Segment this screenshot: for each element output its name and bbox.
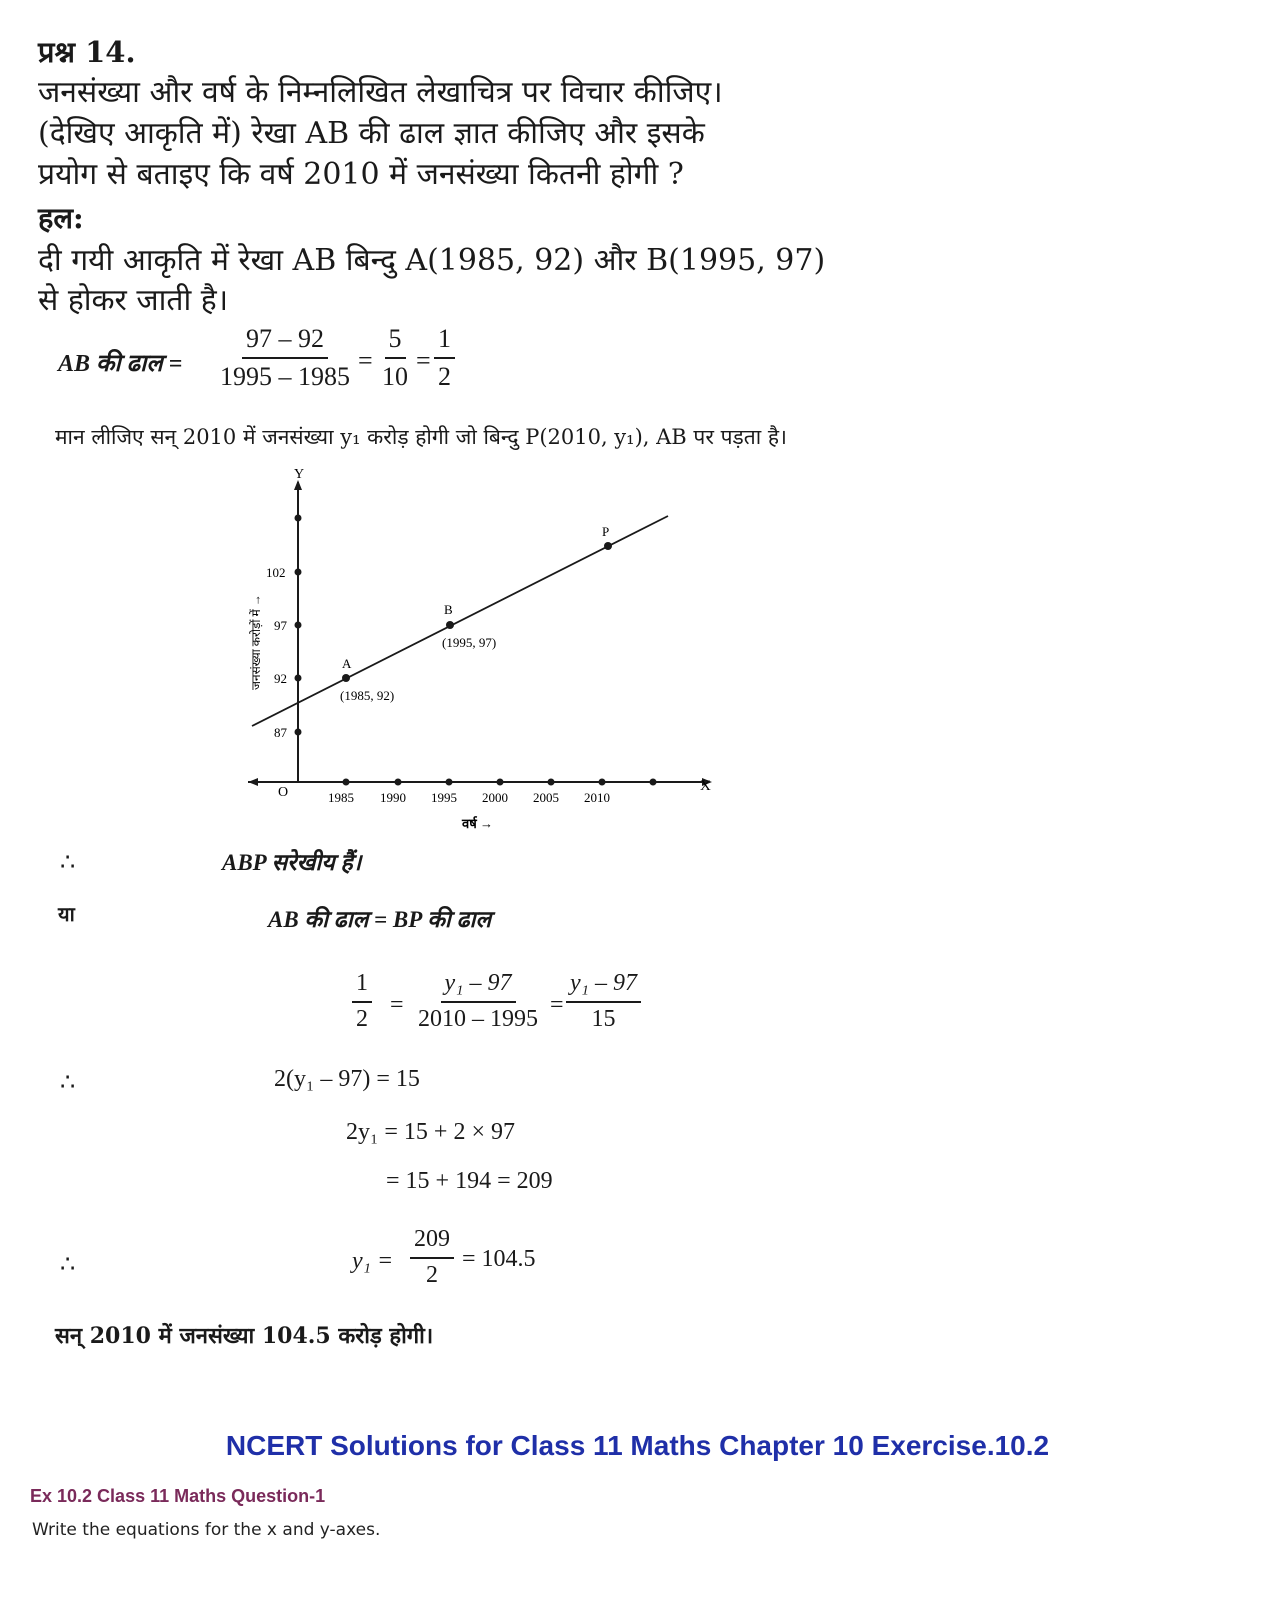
y-ticks	[266, 515, 302, 741]
therefore-symbol: ∴	[60, 1070, 76, 1096]
assumption-text: मान लीजिए सन् 2010 में जनसंख्या y₁ करोड़ होगी जो बिन्दु P(2010, y₁), AB पर पड़ता है।	[55, 425, 787, 449]
x-tick-dot	[343, 779, 350, 786]
y1-label: y₁ =	[352, 1248, 394, 1274]
half-fraction	[352, 970, 372, 1033]
fraction-1-2	[434, 324, 455, 392]
fraction-denominator: 2	[426, 1261, 438, 1288]
y-tick-dot	[295, 675, 302, 682]
x-tick-dot	[599, 779, 606, 786]
question-line-3: प्रयोग से बताइए कि वर्ष 2010 में जनसंख्या कितनी होगी ?	[38, 157, 684, 192]
x-tick-dot	[395, 779, 402, 786]
y-tick-102: 102	[266, 565, 286, 580]
question-title: प्रश्न 14.	[38, 35, 136, 69]
point-b-label: B	[444, 602, 453, 617]
footer-title: NCERT Solutions for Class 11 Maths Chapter 10 Exercise.10.2	[225, 1430, 1050, 1461]
y-tick-92: 92	[274, 671, 287, 686]
y-tick-dot	[295, 569, 302, 576]
x-tick-1990: 1990	[380, 790, 406, 805]
therefore-symbol: ∴	[60, 1252, 76, 1278]
fraction-numerator: 5	[385, 324, 406, 359]
therefore-symbol: ∴	[60, 850, 76, 876]
bp-slope-simplified	[566, 970, 641, 1033]
point-p	[604, 542, 612, 550]
point-b-coord: (1995, 97)	[442, 635, 497, 650]
slope-label: AB की ढाल =	[58, 351, 183, 377]
equals-sign: =	[550, 992, 564, 1018]
point-b	[446, 621, 454, 629]
x-axis-arrow-left-icon	[248, 778, 258, 786]
final-value: = 104.5	[462, 1246, 536, 1272]
fraction-denominator: 2	[438, 361, 451, 391]
slope-denominator: 1995 – 1985	[220, 361, 350, 391]
footer-subtitle[interactable]: Ex 10.2 Class 11 Maths Question-1	[30, 1486, 326, 1506]
footer-question: Write the equations for the x and y-axes.	[32, 1520, 381, 1540]
population-graph	[230, 460, 730, 840]
ya-label: या	[58, 902, 75, 926]
equals-sign: =	[390, 992, 404, 1018]
final-fraction	[410, 1226, 454, 1289]
step-3: = 15 + 194 = 209	[386, 1168, 553, 1194]
y-tick-87: 87	[274, 725, 287, 740]
bp-slope-fraction	[414, 970, 542, 1033]
x-tick-1995: 1995	[431, 790, 457, 805]
fraction-denominator: 2	[356, 1005, 368, 1032]
fraction-numerator: 1	[434, 324, 455, 359]
x-tick-dot	[548, 779, 555, 786]
x-tick-2005: 2005	[533, 790, 559, 805]
point-a-label: A	[342, 656, 352, 671]
x-axis-title: वर्ष →	[462, 816, 493, 831]
equals-sign: =	[358, 346, 373, 375]
x-axis-letter: X	[700, 778, 711, 794]
fraction-numerator: y₁ – 97	[441, 970, 516, 1003]
fraction-denominator: 15	[591, 1005, 616, 1032]
fraction-numerator: 209	[410, 1226, 454, 1259]
point-a-coord: (1985, 92)	[340, 688, 395, 703]
origin-label: O	[278, 785, 289, 800]
step-1: 2(y₁ – 97) = 15	[274, 1066, 420, 1092]
solution-line-1: दी गयी आकृति में रेखा AB बिन्दु A(1985, 92) और B(1995, 97)	[38, 243, 826, 278]
fraction-5-10	[378, 324, 412, 392]
fraction-numerator: 1	[352, 970, 372, 1003]
collinear-statement: ABP सरेखीय हैं।	[222, 850, 362, 875]
slope-fraction	[216, 324, 354, 392]
y-tick-dot	[295, 729, 302, 736]
fraction-numerator: y₁ – 97	[566, 970, 641, 1003]
point-p-label: P	[602, 524, 610, 539]
y-tick-dot	[295, 515, 302, 522]
x-tick-2010: 2010	[584, 790, 610, 805]
x-tick-dot	[650, 779, 657, 786]
x-tick-dot	[446, 779, 453, 786]
x-tick-2000: 2000	[482, 790, 508, 805]
equals-sign: =	[416, 346, 431, 375]
step-2: 2y₁ = 15 + 2 × 97	[346, 1119, 515, 1145]
y-axis-title: जनसंख्या करोड़ों में →	[249, 594, 263, 690]
point-a	[342, 674, 350, 682]
y-tick-dot	[295, 622, 302, 629]
question-line-1: जनसंख्या और वर्ष के निम्नलिखित लेखाचित्र पर विचार कीजिए।	[38, 75, 723, 110]
question-line-2: (देखिए आकृति में) रेखा AB की ढाल ज्ञात कीजिए और इसके	[38, 116, 705, 151]
x-tick-1985: 1985	[328, 790, 354, 805]
fraction-denominator: 10	[382, 361, 408, 391]
x-tick-dot	[497, 779, 504, 786]
conclusion: सन् 2010 में जनसंख्या 104.5 करोड़ होगी।	[55, 1323, 434, 1349]
solution-line-2: से होकर जाती है।	[38, 283, 229, 318]
solution-title: हल:	[38, 201, 84, 235]
slope-equality: AB की ढाल = BP की ढाल	[268, 907, 492, 932]
fraction-denominator: 2010 – 1995	[418, 1005, 538, 1032]
y-tick-97: 97	[274, 618, 287, 633]
y-axis-letter: Y	[294, 467, 305, 482]
slope-numerator: 97 – 92	[242, 324, 328, 359]
